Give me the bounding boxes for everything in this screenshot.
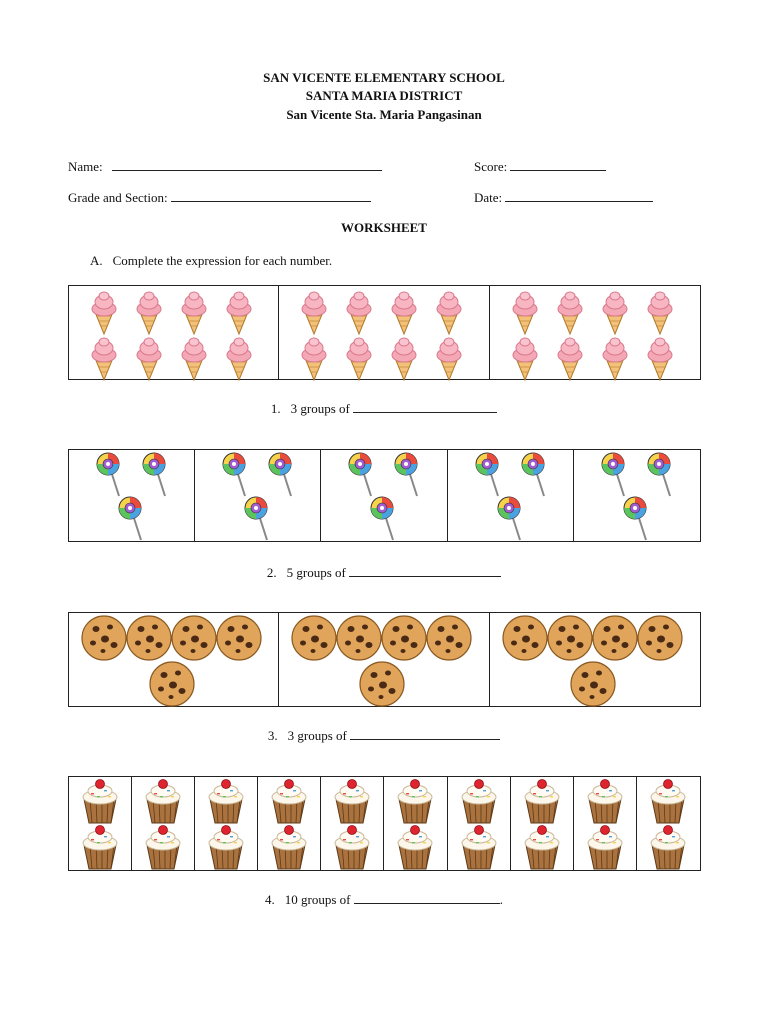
ice-cream-cone-icon (508, 336, 542, 381)
cookie-icon (216, 615, 262, 661)
ice-cream-cone-icon (222, 336, 256, 381)
ice-cream-cone-icon (342, 336, 376, 381)
group-cell (132, 777, 195, 870)
cookie-icon (570, 661, 616, 707)
answer-blank-1[interactable] (353, 400, 497, 413)
question-text: 3 groups of (290, 401, 350, 416)
group-cell (195, 777, 258, 870)
cupcake-icon (395, 779, 435, 824)
cupcake-icon (143, 779, 183, 824)
ice-cream-cone-icon (553, 336, 587, 381)
cookie-icon (81, 615, 127, 661)
ice-cream-cone-icon (598, 290, 632, 335)
score-blank[interactable] (510, 158, 606, 171)
lollipop-icon (520, 452, 546, 498)
cookie-icon (171, 615, 217, 661)
ice-cream-cone-icon (387, 290, 421, 335)
ice-cream-cone-icon (643, 336, 677, 381)
ice-cream-cone-icon (432, 336, 466, 381)
cookie-icon (359, 661, 405, 707)
picture-box-3 (68, 612, 701, 707)
question-text: 3 groups of (287, 728, 347, 743)
lollipop-icon (95, 452, 121, 498)
cupcake-icon (80, 779, 120, 824)
question-text: 10 groups of (284, 892, 351, 907)
group-cell (637, 777, 700, 870)
ice-cream-cone-icon (132, 336, 166, 381)
picture-box-1 (68, 285, 701, 380)
group-cell (574, 777, 637, 870)
instruction (90, 253, 332, 269)
question-number: 1. (270, 401, 281, 416)
cupcake-icon (459, 779, 499, 824)
ice-cream-cone-icon (177, 336, 211, 381)
group-cell (448, 777, 511, 870)
ice-cream-cone-icon (222, 290, 256, 335)
name-label: Name: (68, 159, 103, 174)
ice-cream-cone-icon (598, 336, 632, 381)
ice-cream-cone-icon (297, 290, 331, 335)
cupcake-icon (206, 779, 246, 824)
score-label: Score: (474, 159, 508, 174)
answer-blank-3[interactable] (350, 727, 500, 740)
question-text: 5 groups of (286, 565, 346, 580)
cupcake-icon (585, 779, 625, 824)
group-cell (448, 450, 574, 541)
answer-blank-2[interactable] (349, 564, 501, 577)
question-2 (0, 564, 768, 581)
cookie-icon (291, 615, 337, 661)
group-cell (321, 450, 447, 541)
date-blank[interactable] (505, 189, 653, 202)
ice-cream-cone-icon (132, 290, 166, 335)
group-cell (69, 777, 132, 870)
group-cell (258, 777, 321, 870)
school-address: San Vicente Sta. Maria Pangasinan (286, 107, 482, 122)
score-field[interactable] (474, 158, 606, 175)
cupcake-icon (395, 825, 435, 870)
cupcake-icon (332, 825, 372, 870)
cupcake-icon (332, 779, 372, 824)
grade-section-field[interactable] (68, 189, 371, 206)
group-cell (321, 777, 384, 870)
school-name: SAN VICENTE ELEMENTARY SCHOOL (263, 70, 505, 85)
date-label: Date: (474, 190, 503, 205)
ice-cream-cone-icon (432, 290, 466, 335)
ice-cream-cone-icon (297, 336, 331, 381)
cookie-icon (336, 615, 382, 661)
instruction-letter: A. (90, 253, 103, 268)
lollipop-icon (117, 496, 143, 542)
lollipop-icon (347, 452, 373, 498)
question-number: 2. (266, 565, 277, 580)
cupcake-icon (143, 825, 183, 870)
ice-cream-cone-icon (508, 290, 542, 335)
lollipop-icon (221, 452, 247, 498)
picture-box-2 (68, 449, 701, 542)
cupcake-icon (522, 825, 562, 870)
lollipop-icon (393, 452, 419, 498)
lollipop-icon (600, 452, 626, 498)
cupcake-icon (459, 825, 499, 870)
cupcake-icon (206, 825, 246, 870)
cookie-icon (547, 615, 593, 661)
cupcake-icon (269, 779, 309, 824)
cupcake-icon (648, 825, 688, 870)
picture-box-4 (68, 776, 701, 871)
ice-cream-cone-icon (643, 290, 677, 335)
instruction-text: Complete the expression for each number. (112, 253, 333, 268)
grade-section-label: Grade and Section: (68, 190, 168, 205)
worksheet-title: WORKSHEET (341, 220, 427, 235)
ice-cream-cone-icon (87, 336, 121, 381)
cupcake-icon (269, 825, 309, 870)
lollipop-icon (646, 452, 672, 498)
ice-cream-cone-icon (342, 290, 376, 335)
lollipop-icon (622, 496, 648, 542)
cookie-icon (637, 615, 683, 661)
group-cell (195, 450, 321, 541)
group-cell (511, 777, 574, 870)
lollipop-icon (267, 452, 293, 498)
ice-cream-cone-icon (387, 336, 421, 381)
group-cell (69, 450, 195, 541)
group-cell (69, 286, 279, 379)
cupcake-icon (585, 825, 625, 870)
question-1 (0, 400, 768, 417)
lollipop-icon (369, 496, 395, 542)
ice-cream-cone-icon (553, 290, 587, 335)
lollipop-icon (243, 496, 269, 542)
grade-section-blank[interactable] (171, 189, 371, 202)
lollipop-icon (474, 452, 500, 498)
group-cell (279, 286, 489, 379)
cookie-icon (592, 615, 638, 661)
cupcake-icon (522, 779, 562, 824)
group-cell (490, 286, 700, 379)
group-cell (384, 777, 447, 870)
lollipop-icon (141, 452, 167, 498)
cupcake-icon (648, 779, 688, 824)
group-cell (490, 613, 700, 706)
district-name: SANTA MARIA DISTRICT (305, 88, 463, 103)
lollipop-icon (496, 496, 522, 542)
question-suffix: . (499, 892, 503, 907)
question-number: 4. (265, 892, 275, 907)
answer-blank-4[interactable] (354, 891, 500, 904)
name-blank[interactable] (112, 158, 382, 171)
question-4 (0, 891, 768, 908)
cookie-icon (149, 661, 195, 707)
cookie-icon (502, 615, 548, 661)
cookie-icon (426, 615, 472, 661)
date-field[interactable] (474, 189, 653, 206)
group-cell (574, 450, 700, 541)
cookie-icon (381, 615, 427, 661)
name-field[interactable] (68, 158, 382, 175)
cupcake-icon (80, 825, 120, 870)
ice-cream-cone-icon (177, 290, 211, 335)
ice-cream-cone-icon (87, 290, 121, 335)
group-cell (279, 613, 489, 706)
question-3 (0, 727, 768, 744)
question-number: 3. (267, 728, 278, 743)
cookie-icon (126, 615, 172, 661)
group-cell (69, 613, 279, 706)
